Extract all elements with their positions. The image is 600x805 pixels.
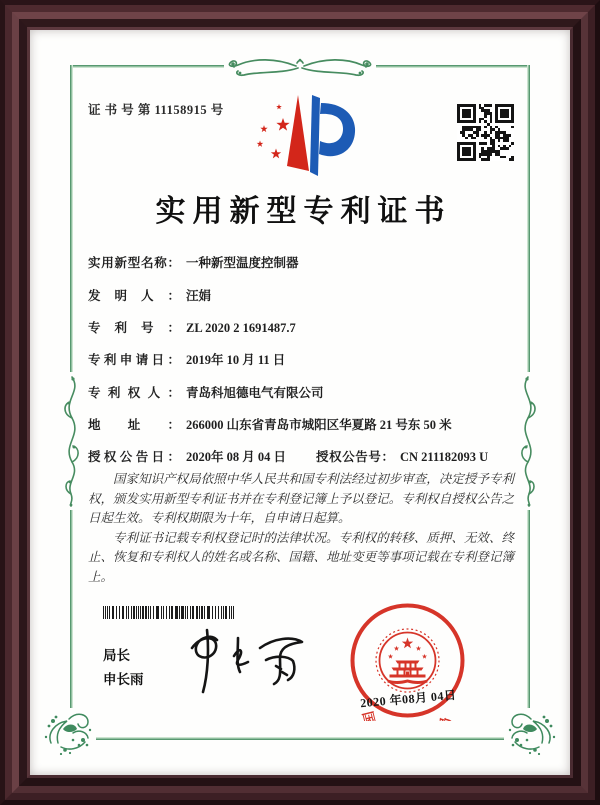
left-flourish-ornament <box>56 372 86 510</box>
flourish-icon <box>224 54 376 82</box>
field-label: 授权公告日： <box>88 450 180 464</box>
legal-paragraph-1: 国家知识产权局依照中华人民共和国专利法经过初步审查，决定授予专利权，颁发实用新型专利证书并在专利登记簿上予以登记。专利权自授权公告之日起生效。专利权期限为十年，自申请日起算。 <box>88 472 514 525</box>
bottom-left-floral-ornament <box>42 708 94 756</box>
legal-text <box>88 470 514 587</box>
certificate-number: 证 书 号 第 11158915 号 <box>88 103 224 117</box>
signature-icon <box>176 622 312 700</box>
flourish-icon <box>58 374 84 508</box>
field-value: 2019年 10 月 11 日 <box>186 353 286 367</box>
field-value: 2020年 08 月 04 日 <box>186 450 287 464</box>
field-pair-grant-number <box>316 447 488 465</box>
commissioner-name: 申长雨 <box>103 672 144 687</box>
certificate-title: 实用新型专利证书 <box>155 195 452 228</box>
legal-paragraph-2: 专利证书记载专利权登记时的法律状况。专利权的转移、质押、无效、终止、恢复和专利权人的姓名或名称、国籍、地址变更等事项记载在专利登记簿上。 <box>88 530 514 584</box>
field-value: ZL 2020 2 1691487.7 <box>186 321 296 335</box>
field-row-patentee <box>88 383 530 401</box>
seal-date: 2020 年08月 04日 <box>359 687 457 711</box>
floral-icon <box>507 709 557 755</box>
field-row-inventor <box>88 286 530 304</box>
commissioner-role: 局长 <box>103 648 130 663</box>
field-value: 汪娟 <box>186 289 212 303</box>
field-row-patent-number <box>88 318 530 336</box>
commissioner-signature <box>176 622 312 700</box>
field-row-grant <box>88 447 530 465</box>
cnipa-logo <box>250 90 368 184</box>
field-value: 青岛科旭德电气有限公司 <box>186 386 324 400</box>
border-bottom-line <box>96 737 504 740</box>
field-label: 地址： <box>88 418 180 432</box>
field-row-name <box>88 253 530 271</box>
field-value: 一种新型温度控制器 <box>186 256 299 270</box>
field-row-address <box>88 415 530 433</box>
field-label: 发明人： <box>88 289 180 303</box>
field-value: CN 211182093 U <box>400 450 489 464</box>
field-value: 266000 山东省青岛市城阳区华夏路 21 号东 50 米 <box>186 418 452 432</box>
field-label: 专利权人： <box>88 386 180 400</box>
qr-code <box>457 104 514 161</box>
field-label: 专利号： <box>88 321 180 335</box>
field-label: 实用新型名称： <box>88 256 180 270</box>
top-flourish-ornament <box>224 54 376 82</box>
bottom-right-floral-ornament <box>506 708 558 756</box>
barcode <box>103 606 239 619</box>
field-label: 授权公告号： <box>316 450 394 464</box>
field-label: 专利申请日： <box>88 353 180 367</box>
field-row-filing-date <box>88 350 530 368</box>
floral-icon <box>43 709 93 755</box>
cnipa-logo-icon <box>250 90 368 184</box>
